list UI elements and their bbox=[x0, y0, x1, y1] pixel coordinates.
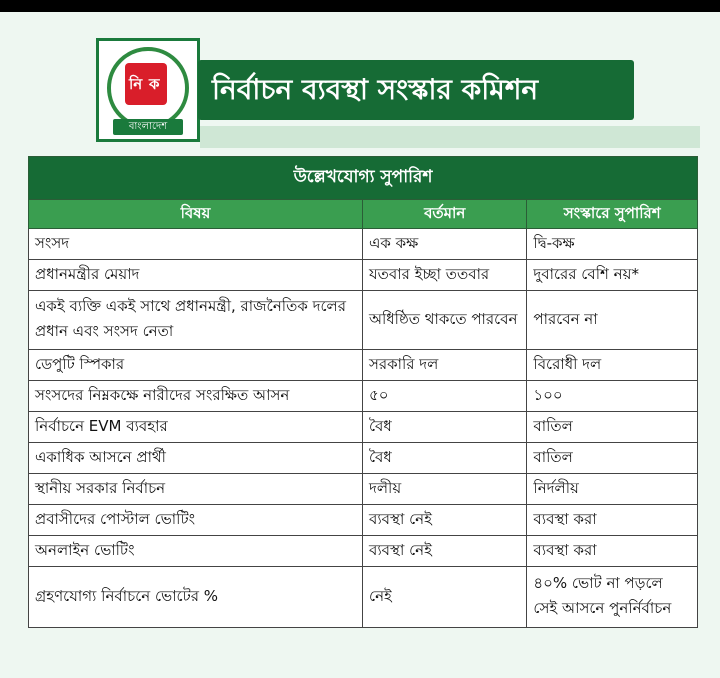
cell-current: বৈধ bbox=[362, 443, 526, 474]
column-header-recommendation: সংস্কারে সুপারিশ bbox=[527, 200, 698, 229]
cell-recommendation: বাতিল bbox=[527, 443, 698, 474]
cell-subject: প্রবাসীদের পোস্টাল ভোটিং bbox=[29, 505, 363, 536]
cell-current: যতবার ইচ্ছা ততবার bbox=[362, 260, 526, 291]
cell-subject: সংসদ bbox=[29, 229, 363, 260]
cell-subject: সংসদের নিম্নকক্ষে নারীদের সংরক্ষিত আসন bbox=[29, 381, 363, 412]
recommendations-table bbox=[28, 156, 698, 628]
cell-recommendation: দ্বি-কক্ষ bbox=[527, 229, 698, 260]
table-row bbox=[29, 474, 698, 505]
table-row bbox=[29, 412, 698, 443]
cell-recommendation: ১০০ bbox=[527, 381, 698, 412]
cell-current: বৈধ bbox=[362, 412, 526, 443]
cell-subject: প্রধানমন্ত্রীর মেয়াদ bbox=[29, 260, 363, 291]
logo-ribbon: বাংলাদেশ bbox=[113, 119, 183, 135]
ballot-box-icon bbox=[125, 63, 167, 105]
table-row bbox=[29, 505, 698, 536]
cell-subject: নির্বাচনে EVM ব্যবহার bbox=[29, 412, 363, 443]
table-row bbox=[29, 567, 698, 628]
table-title: উল্লেখযোগ্য সুপারিশ bbox=[29, 157, 698, 200]
cell-current: এক কক্ষ bbox=[362, 229, 526, 260]
table-row bbox=[29, 536, 698, 567]
top-black-bar bbox=[0, 0, 720, 12]
cell-recommendation: পারবেন না bbox=[527, 291, 698, 350]
logo-char-1: নি bbox=[129, 75, 143, 93]
cell-current: ৫০ bbox=[362, 381, 526, 412]
cell-current: ব্যবস্থা নেই bbox=[362, 536, 526, 567]
commission-logo bbox=[96, 38, 200, 142]
cell-recommendation: ব্যবস্থা করা bbox=[527, 505, 698, 536]
table-row bbox=[29, 229, 698, 260]
column-header-subject: বিষয় bbox=[29, 200, 363, 229]
cell-recommendation: দুবারের বেশি নয়* bbox=[527, 260, 698, 291]
cell-recommendation: নির্দলীয় bbox=[527, 474, 698, 505]
cell-current: নেই bbox=[362, 567, 526, 628]
cell-current: অধিষ্ঠিত থাকতে পারবেন bbox=[362, 291, 526, 350]
table-row bbox=[29, 350, 698, 381]
cell-subject: ডেপুটি স্পিকার bbox=[29, 350, 363, 381]
table-row bbox=[29, 260, 698, 291]
cell-recommendation: বাতিল bbox=[527, 412, 698, 443]
table-row bbox=[29, 291, 698, 350]
decorative-band bbox=[200, 126, 700, 148]
cell-recommendation: বিরোধী দল bbox=[527, 350, 698, 381]
cell-recommendation: ৪০% ভোট না পড়লে সেই আসনে পুনর্নির্বাচন bbox=[527, 567, 698, 628]
cell-current: ব্যবস্থা নেই bbox=[362, 505, 526, 536]
cell-subject: স্থানীয় সরকার নির্বাচন bbox=[29, 474, 363, 505]
cell-recommendation: ব্যবস্থা করা bbox=[527, 536, 698, 567]
table-row bbox=[29, 443, 698, 474]
cell-subject: একই ব্যক্তি একই সাথে প্রধানমন্ত্রী, রাজনৈতিক দলের প্রধান এবং সংসদ নেতা bbox=[29, 291, 363, 350]
cell-subject: গ্রহণযোগ্য নির্বাচনে ভোটের % bbox=[29, 567, 363, 628]
logo-char-2: ক bbox=[149, 75, 160, 93]
table-row bbox=[29, 381, 698, 412]
cell-subject: অনলাইন ভোটিং bbox=[29, 536, 363, 567]
cell-current: দলীয় bbox=[362, 474, 526, 505]
cell-subject: একাধিক আসনে প্রার্থী bbox=[29, 443, 363, 474]
cell-current: সরকারি দল bbox=[362, 350, 526, 381]
page-title: নির্বাচন ব্যবস্থা সংস্কার কমিশন bbox=[198, 60, 634, 120]
column-header-current: বর্তমান bbox=[362, 200, 526, 229]
